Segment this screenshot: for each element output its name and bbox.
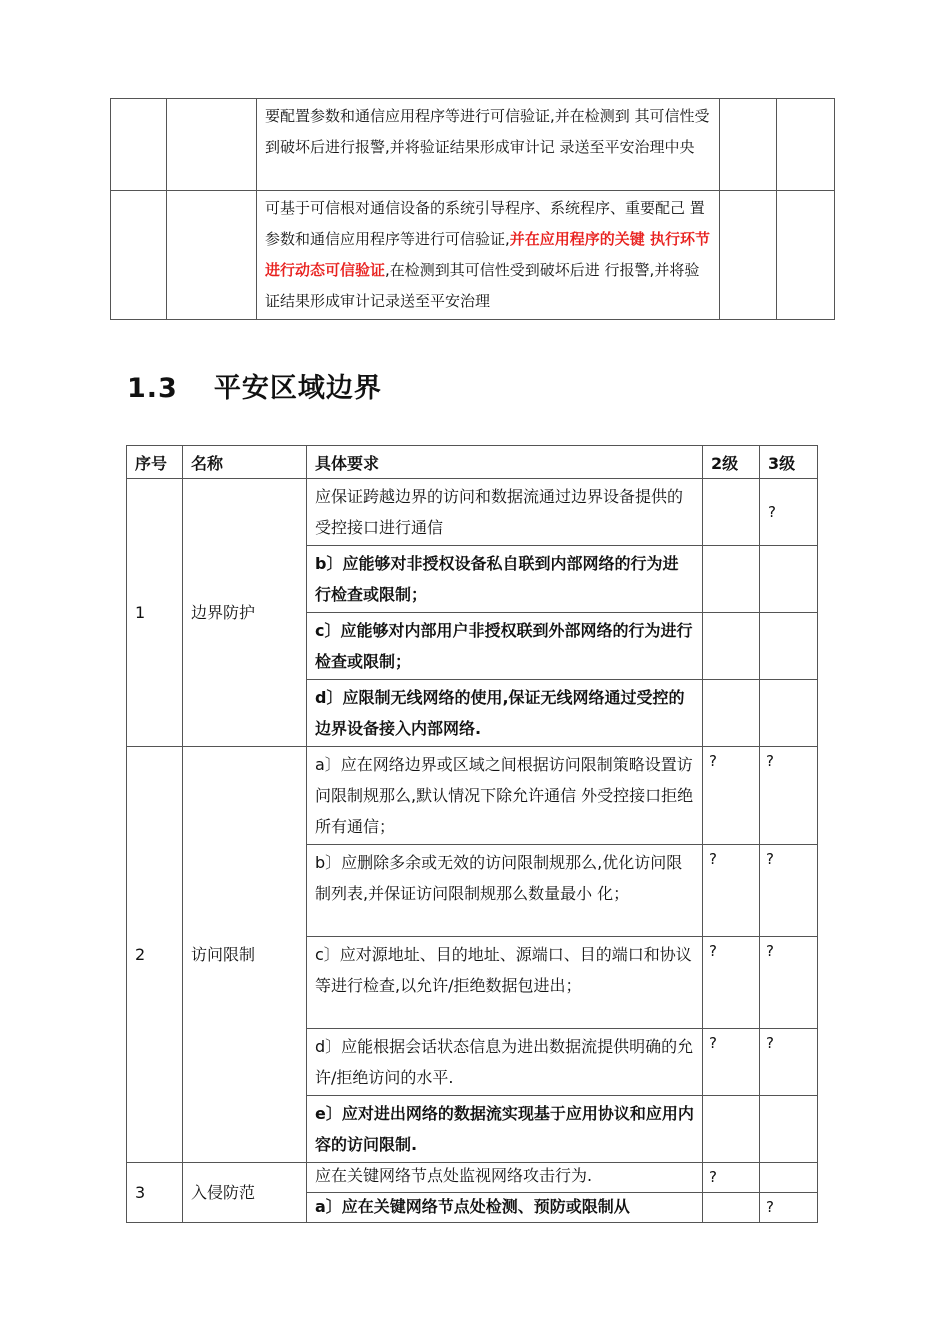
table-cell bbox=[167, 191, 257, 320]
level2-cell bbox=[703, 1193, 760, 1223]
highlighted-text: 并在应用程序的关键 执行环节进行动态可信验证 bbox=[265, 230, 711, 279]
level2-cell bbox=[703, 546, 760, 613]
index-cell: 1 bbox=[127, 479, 183, 747]
table-cell bbox=[111, 99, 167, 191]
header-cell: 3级 bbox=[760, 446, 818, 479]
requirement-cell: a〕应在网络边界或区域之间根据访问限制策略设置访问限制规那么,默认情况下除允许通信 外受控接口拒绝所有通信； bbox=[307, 747, 703, 845]
table-row bbox=[127, 747, 818, 845]
level2-cell bbox=[703, 479, 760, 546]
table-cell bbox=[777, 191, 835, 320]
requirement-cell bbox=[257, 99, 720, 191]
name-cell: 边界防护 bbox=[183, 479, 307, 747]
header-cell: 具体要求 bbox=[307, 446, 703, 479]
level3-cell bbox=[760, 613, 818, 680]
level2-cell: ? bbox=[703, 747, 760, 845]
level3-cell: ? bbox=[760, 479, 818, 546]
table-row bbox=[127, 479, 818, 546]
table-row bbox=[111, 191, 835, 320]
header-cell: 2级 bbox=[703, 446, 760, 479]
requirement-cell: b〕应删除多余或无效的访问限制规那么,优化访问限制列表,并保证访问限制规那么数量最小 化； bbox=[307, 845, 703, 937]
level2-cell: ? bbox=[703, 937, 760, 1029]
table-cell bbox=[720, 99, 777, 191]
level3-cell: ? bbox=[760, 1193, 818, 1223]
table-cell bbox=[720, 191, 777, 320]
header-row bbox=[127, 446, 818, 479]
table-cell bbox=[167, 99, 257, 191]
requirement-cell: d〕应限制无线网络的使用,保证无线网络通过受控的边界设备接入内部网络. bbox=[307, 680, 703, 747]
level2-cell bbox=[703, 680, 760, 747]
level2-cell: ? bbox=[703, 1029, 760, 1096]
level3-cell: ? bbox=[760, 1029, 818, 1096]
section-heading bbox=[127, 366, 382, 405]
requirements-table bbox=[126, 445, 818, 1223]
requirement-text: ,在检测到其可信性受到破坏后进 行报警,并将验证结果形成审计记录送至平安治理 bbox=[265, 261, 700, 310]
section-title: 平安区域边界 bbox=[213, 373, 382, 404]
requirement-cell: a〕应在关键网络节点处检测、预防或限制从 bbox=[307, 1193, 703, 1223]
index-cell: 2 bbox=[127, 747, 183, 1163]
requirement-cell: 应保证跨越边界的访问和数据流通过边界设备提供的受控接口进行通信 bbox=[307, 479, 703, 546]
table-row bbox=[111, 99, 835, 191]
level3-cell: ? bbox=[760, 747, 818, 845]
level3-cell: ? bbox=[760, 937, 818, 1029]
level3-cell bbox=[760, 680, 818, 747]
name-cell: 入侵防范 bbox=[183, 1163, 307, 1223]
requirement-cell: c〕应能够对内部用户非授权联到外部网络的行为进行检查或限制； bbox=[307, 613, 703, 680]
requirement-text: 要配置参数和通信应用程序等进行可信验证,并在检测到 其可信性受到破坏后进行报警,并将验证结果形成审计记 录送至平安治理中央 bbox=[265, 107, 710, 156]
level3-cell bbox=[760, 1096, 818, 1163]
level3-cell bbox=[760, 1163, 818, 1193]
top-table bbox=[110, 98, 835, 320]
header-cell: 名称 bbox=[183, 446, 307, 479]
requirement-cell: e〕应对进出网络的数据流实现基于应用协议和应用内容的访问限制. bbox=[307, 1096, 703, 1163]
level3-cell: ? bbox=[760, 845, 818, 937]
table-cell bbox=[111, 191, 167, 320]
requirement-cell bbox=[257, 191, 720, 320]
level2-cell bbox=[703, 1096, 760, 1163]
level3-cell bbox=[760, 546, 818, 613]
level2-cell: ? bbox=[703, 1163, 760, 1193]
requirement-cell: c〕应对源地址、目的地址、源端口、目的端口和协议等进行检查,以允许/拒绝数据包进出； bbox=[307, 937, 703, 1029]
name-cell: 访问限制 bbox=[183, 747, 307, 1163]
requirement-cell: 应在关键网络节点处监视网络攻击行为. bbox=[307, 1163, 703, 1193]
level2-cell bbox=[703, 613, 760, 680]
requirement-cell: b〕应能够对非授权设备私自联到内部网络的行为进行检查或限制； bbox=[307, 546, 703, 613]
table-cell bbox=[777, 99, 835, 191]
requirement-text: 可基于可信根对通信设备的系统引导程序、系统程序、重要配己 置参数和通信应用程序等进行可信验证, bbox=[265, 199, 705, 248]
table-row bbox=[127, 1163, 818, 1193]
index-cell: 3 bbox=[127, 1163, 183, 1223]
requirement-cell: d〕应能根据会话状态信息为进出数据流提供明确的允许/拒绝访问的水平. bbox=[307, 1029, 703, 1096]
section-number: 1.3 bbox=[127, 373, 178, 404]
header-cell: 序号 bbox=[127, 446, 183, 479]
level2-cell: ? bbox=[703, 845, 760, 937]
